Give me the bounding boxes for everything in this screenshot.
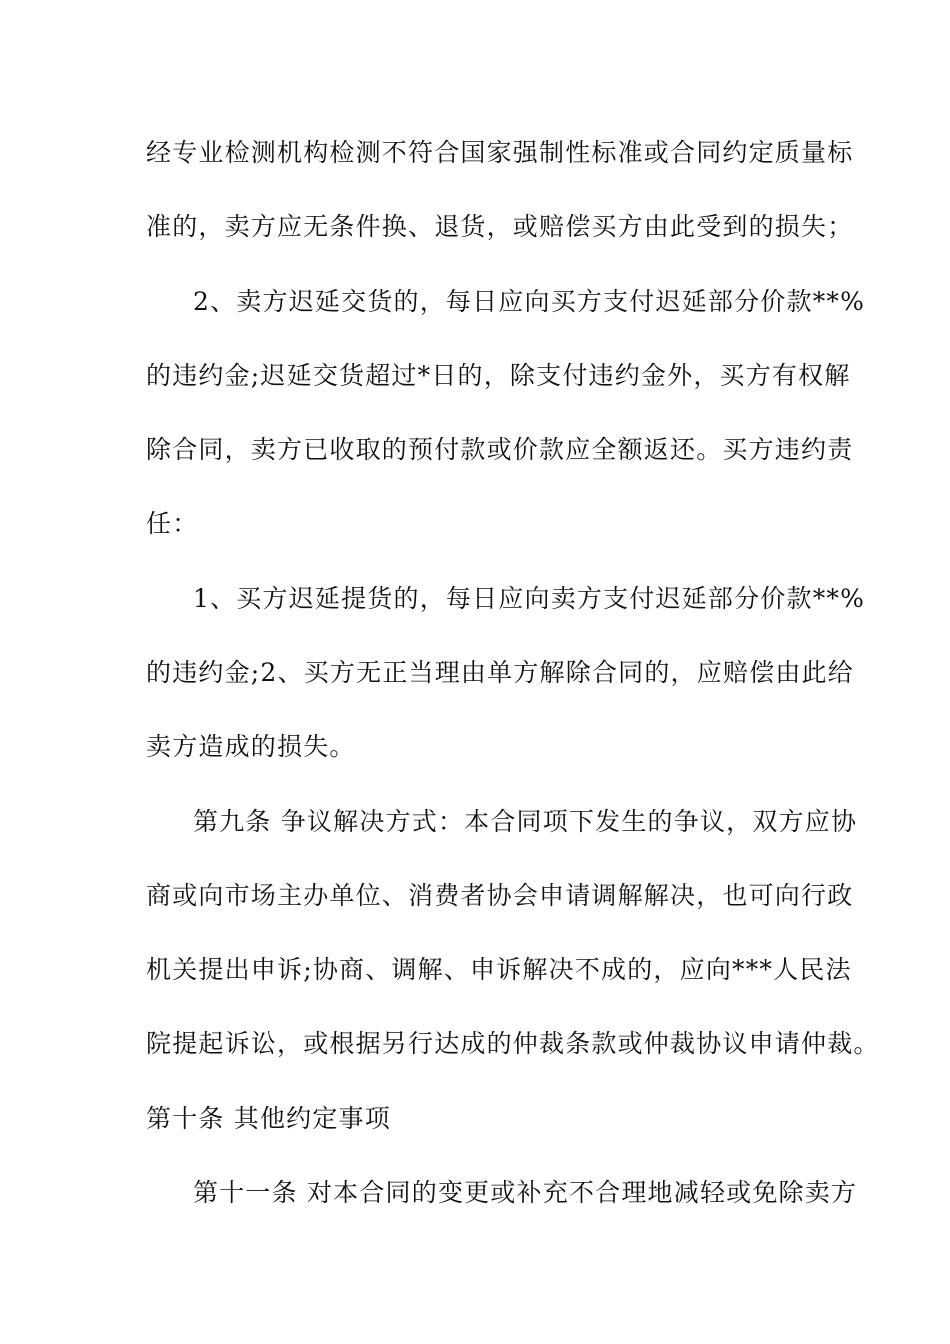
article-9-heading: 第九条 争议解决方式：本合同项下发生的争议，双方应协 (193, 807, 858, 836)
body-text-line: 机关提出申诉;协商、调解、申诉解决不成的，应向***人民法 (146, 955, 852, 984)
body-text-line: 院提起诉讼，或根据另行达成的仲裁条款或仲裁协议申请仲裁。 (146, 1029, 880, 1058)
body-text-line: 准的，卖方应无条件换、退货，或赔偿买方由此受到的损失； (146, 212, 854, 241)
body-text-line: 经专业检测机构检测不符合国家强制性标准或合同约定质量标 (146, 138, 854, 167)
article-10-heading: 第十条 其他约定事项 (146, 1104, 391, 1133)
clause-seller-delay: 2、卖方迟延交货的，每日应向买方支付迟延部分价款**% (193, 287, 866, 316)
article-11-heading: 第十一条 对本合同的变更或补充不合理地减轻或免除卖方 (193, 1178, 858, 1207)
body-text-line: 的违约金;2、买方无正当理由单方解除合同的，应赔偿由此给 (146, 658, 854, 687)
body-text-line: 商或向市场主办单位、消费者协会申请调解解决，也可向行政 (146, 881, 854, 910)
body-text-line: 除合同，卖方已收取的预付款或价款应全额返还。买方违约责 (146, 435, 854, 464)
body-text-line: 任： (146, 509, 199, 538)
clause-buyer-delay: 1、买方迟延提货的，每日应向卖方支付迟延部分价款**% (193, 584, 866, 613)
body-text-line: 的违约金;迟延交货超过*日的，除支付违约金外，买方有权解 (146, 361, 851, 390)
body-text-line: 卖方造成的损失。 (146, 732, 356, 761)
